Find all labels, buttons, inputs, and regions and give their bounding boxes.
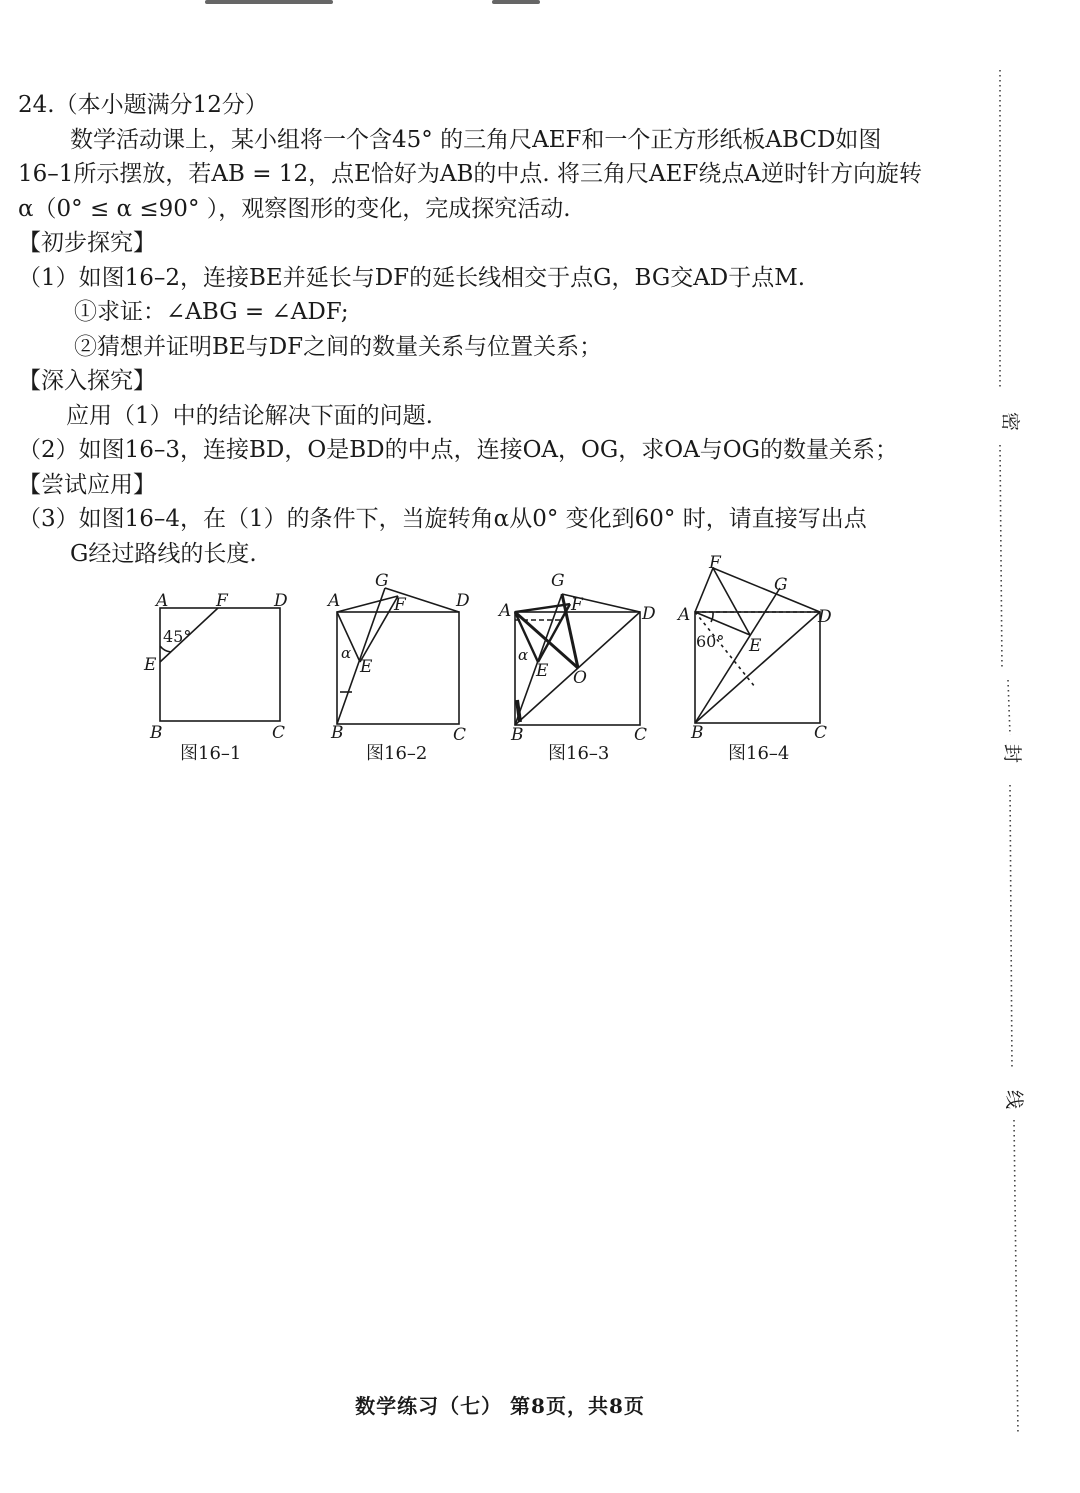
label-B: B — [691, 723, 704, 743]
label-A: A — [328, 591, 341, 611]
binding-char-mi: 密 — [999, 411, 1022, 432]
label-E: E — [749, 636, 762, 656]
label-D: D — [818, 607, 832, 627]
label-B: B — [331, 723, 344, 743]
label-F: F — [571, 595, 583, 615]
diagonal-bd — [695, 612, 820, 723]
part-2: （2）如图16–3，连接BD，O是BD的中点，连接OA，OG，求OA与OG的数量关系； — [18, 437, 898, 463]
part-1-sub-1: ①求证：∠ABG = ∠ADF; — [74, 299, 349, 325]
label-C: C — [272, 723, 286, 743]
label-angle: 45° — [163, 627, 192, 646]
section-heading-deeper: 【深入探究】 — [18, 368, 156, 394]
label-E: E — [360, 657, 373, 677]
part-3: （3）如图16–4，在（1）的条件下，当旋转角α从0° 变化到60° 时，请直接写出点 — [18, 506, 867, 532]
segment-fe — [713, 568, 750, 635]
question-text-line: 数学活动课上，某小组将一个含45° 的三角尺AEF和一个正方形纸板ABCD如图 — [70, 126, 882, 153]
square-abcd — [160, 608, 280, 721]
label-E: E — [144, 655, 157, 675]
question-heading: 24.（本小题满分12分） — [18, 92, 268, 118]
label-C: C — [634, 725, 648, 745]
label-alpha: α — [518, 646, 529, 664]
question-24 — [18, 88, 978, 571]
line-bg — [695, 588, 780, 723]
angle-arc — [711, 612, 713, 622]
angle-arc — [160, 646, 171, 652]
part-1: （1）如图16–2，连接BE并延长与DF的延长线相交于点G，BG交AD于点M. — [18, 264, 806, 291]
label-C: C — [814, 723, 828, 743]
label-D: D — [642, 604, 656, 624]
figure-row — [130, 552, 850, 772]
square-abcd — [337, 612, 459, 724]
label-A: A — [499, 601, 512, 621]
part-1-sub-2: ②猜想并证明BE与DF之间的数量关系与位置关系； — [74, 333, 603, 360]
top-scan-marks — [0, 0, 1080, 10]
figure-caption: 图16–1 — [180, 743, 242, 764]
figure-caption: 图16–4 — [728, 743, 790, 764]
section-intro: 应用（1）中的结论解决下面的问题. — [66, 402, 433, 429]
label-alpha: α — [341, 644, 352, 662]
page-footer: 数学练习（七） 第8页，共8页 — [355, 1394, 645, 1418]
label-D: D — [274, 591, 288, 611]
segment-af — [515, 604, 570, 612]
label-B: B — [511, 725, 524, 745]
question-text-line: 16–1所示摆放，若AB = 12，点E恰好为AB的中点. 将三角尺AEF绕点A逆时针方向旋转 — [18, 161, 922, 187]
line-df — [713, 568, 820, 612]
label-G: G — [774, 575, 788, 595]
geometry-figures — [130, 552, 850, 772]
label-D: D — [456, 591, 470, 611]
figure-caption: 图16–3 — [548, 743, 610, 764]
label-B: B — [150, 723, 163, 743]
label-A: A — [678, 605, 691, 625]
section-heading-application: 【尝试应用】 — [18, 471, 156, 498]
question-text-line: α（0° ≤ α ≤90° ），观察图形的变化，完成探究活动. — [18, 195, 571, 222]
label-E: E — [536, 661, 549, 681]
binding-char-xian: 线 — [1003, 1089, 1026, 1110]
label-G: G — [551, 571, 565, 591]
section-heading-preliminary: 【初步探究】 — [18, 230, 156, 256]
label-F: F — [216, 591, 228, 611]
label-A: A — [156, 591, 169, 611]
label-C: C — [453, 725, 467, 745]
part-3-continued: G经过路线的长度. — [70, 540, 257, 567]
label-F: F — [394, 595, 406, 615]
figure-caption: 图16–2 — [366, 743, 428, 764]
figure-16-1-shape — [160, 608, 280, 721]
segment-af — [337, 596, 398, 612]
label-O: O — [573, 668, 587, 688]
segment-af — [695, 568, 713, 612]
binding-char-feng: 封 — [1001, 743, 1024, 764]
label-angle: 60° — [696, 632, 725, 651]
label-G: G — [375, 571, 389, 591]
label-F: F — [709, 553, 721, 573]
